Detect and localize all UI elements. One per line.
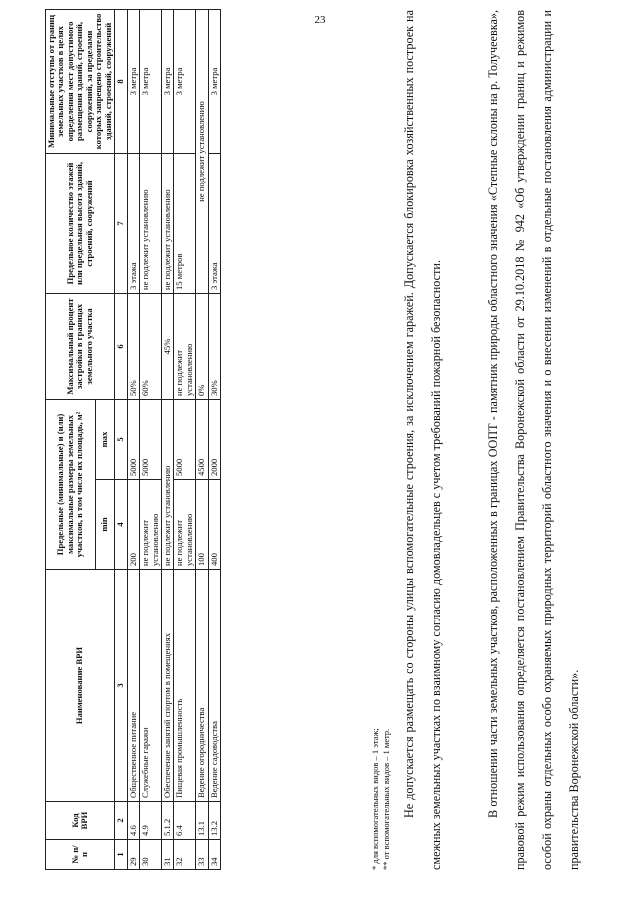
row-setback: 3 метра bbox=[174, 9, 196, 153]
row-code: 4.6 bbox=[127, 802, 139, 840]
table-header-row bbox=[46, 9, 96, 869]
row-name: Ведение садоводства bbox=[208, 570, 220, 802]
row-name: Обеспечение занятий спортом в помещениях bbox=[161, 570, 173, 802]
row-area-merged: не подлежит установлению bbox=[161, 399, 173, 569]
row-code: 6.4 bbox=[174, 802, 196, 840]
column-number: 4 bbox=[115, 480, 127, 570]
column-number: 6 bbox=[115, 293, 127, 399]
row-tail-merged: не подлежит установлению bbox=[196, 9, 208, 293]
header-setback: Минимальные отступы от границ земельных участков в целях определения мест допустимого размещения зданий, строений, сооружений, за пределами которых запрещено строительство зданий, строений, сооружений bbox=[46, 9, 115, 153]
table-row bbox=[174, 9, 196, 869]
row-max: 4500 bbox=[196, 399, 208, 479]
row-code: 4.9 bbox=[140, 802, 162, 840]
column-number: 8 bbox=[115, 9, 127, 153]
row-code: 13.1 bbox=[196, 802, 208, 840]
land-use-table bbox=[45, 9, 221, 870]
header-percent: Максимальный процент застройки в границах земельного участка bbox=[46, 293, 115, 399]
header-max: max bbox=[95, 399, 115, 479]
column-number: 2 bbox=[115, 802, 127, 840]
row-max: 5000 bbox=[174, 399, 196, 479]
header-floors: Предельное количество этажей или предельная высота зданий, строений, сооружений bbox=[46, 153, 115, 293]
row-name: Общественное питание bbox=[127, 570, 139, 802]
table-row bbox=[127, 9, 139, 869]
header-min: min bbox=[95, 480, 115, 570]
table-row bbox=[208, 9, 220, 869]
row-percent: 30% bbox=[208, 293, 220, 399]
row-percent: 60% bbox=[140, 293, 162, 399]
table-row bbox=[140, 9, 162, 869]
column-number-row bbox=[115, 9, 127, 869]
row-name: Служебные гаражи bbox=[140, 570, 162, 802]
row-no: 29 bbox=[127, 840, 139, 870]
header-area: Предельные (минимальные) и (или) максимальные размеры земельных участков, в том числе их площадь, м² bbox=[46, 399, 96, 569]
rotated-page-content bbox=[45, 10, 605, 870]
row-min: 100 bbox=[196, 480, 208, 570]
column-number: 7 bbox=[115, 153, 127, 293]
row-no: 33 bbox=[196, 840, 208, 870]
row-max: 5000 bbox=[127, 399, 139, 479]
row-percent: 0% bbox=[196, 293, 208, 399]
row-max: 5000 bbox=[140, 399, 162, 479]
row-code: 5.1.2 bbox=[161, 802, 173, 840]
row-no: 32 bbox=[174, 840, 196, 870]
row-percent: 50% bbox=[127, 293, 139, 399]
row-floors: 3 этажа bbox=[127, 153, 139, 293]
row-floors: не подлежит установлению bbox=[140, 153, 162, 293]
row-no: 34 bbox=[208, 840, 220, 870]
table-row bbox=[196, 9, 208, 869]
row-setback: 3 метра bbox=[140, 9, 162, 153]
row-code: 13.2 bbox=[208, 802, 220, 840]
row-min: 400 bbox=[208, 480, 220, 570]
row-percent: не подлежит установлению bbox=[174, 293, 196, 399]
footnote: * для вспомогательных видов – 1 этаж; bbox=[370, 728, 380, 870]
row-min: не подлежит установлению bbox=[140, 480, 162, 570]
row-min: 200 bbox=[127, 480, 139, 570]
row-no: 31 bbox=[161, 840, 173, 870]
row-name: Ведение огородничества bbox=[196, 570, 208, 802]
row-setback: 3 метра bbox=[208, 9, 220, 153]
header-code: Код ВРИ bbox=[46, 802, 115, 840]
body-paragraph: Не допускается размещать со стороны улицы вспомогательные строения, за исключением гаражей. Допускается блокировка хозяйственных построек на смежных земельных участках по взаимному согласию домовладельцев с учетом требований пожарной безопасности. bbox=[402, 10, 443, 870]
row-setback: 3 метра bbox=[161, 9, 173, 153]
column-number: 1 bbox=[115, 840, 127, 870]
body-paragraph: В отношении части земельных участков, расположенных в границах ООПТ - памятник природы областного значения «Степные склоны на р. Толучеевка», правовой режим использования определяется постановлением Правительства Воронежской области от 29.10.2018 № 942 «Об утверждении границ и режимов особой охраны отдельных особо охраняемых природных территорий областного значения и о внесении изменений в отдельные постановления администрации и правительства Воронежской области». bbox=[486, 10, 581, 870]
table-row bbox=[161, 9, 173, 869]
row-min: не подлежит установлению bbox=[174, 480, 196, 570]
header-no: № п/п bbox=[46, 840, 115, 870]
row-floors: 15 метров bbox=[174, 153, 196, 293]
table-footnotes bbox=[370, 728, 392, 870]
row-max: 2000 bbox=[208, 399, 220, 479]
row-floors: не подлежит установлению bbox=[161, 153, 173, 293]
row-floors: 3 этажа bbox=[208, 153, 220, 293]
row-no: 30 bbox=[140, 840, 162, 870]
column-number: 3 bbox=[115, 570, 127, 802]
header-name: Наименование ВРИ bbox=[46, 570, 115, 802]
row-setback: 3 метра bbox=[127, 9, 139, 153]
page-number: 23 bbox=[314, 14, 326, 26]
row-percent: 45% bbox=[161, 293, 173, 399]
column-number: 5 bbox=[115, 399, 127, 479]
row-name: Пищевая промышленность bbox=[174, 570, 196, 802]
footnote: ** от вспомогательных видов – 1 метр. bbox=[381, 728, 391, 870]
